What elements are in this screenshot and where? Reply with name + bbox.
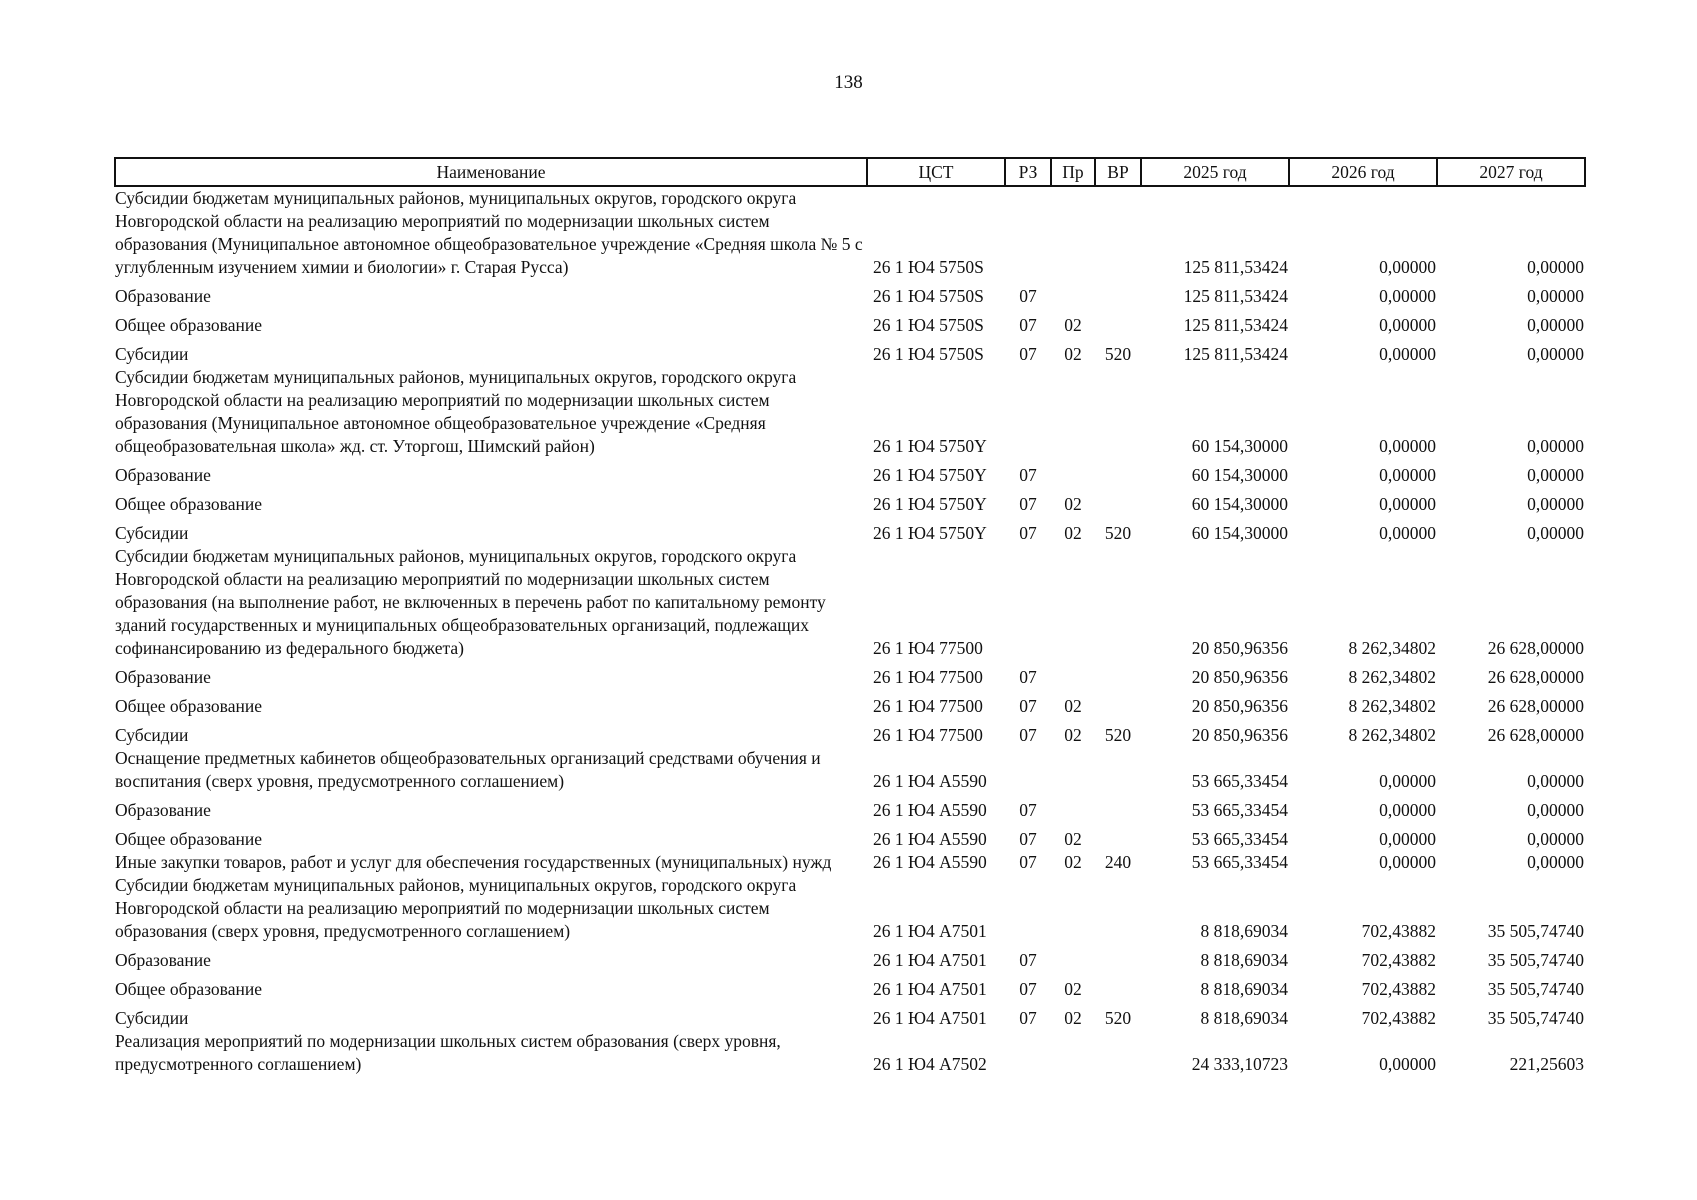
- row-pr: 02: [1064, 829, 1082, 849]
- row-pr: [1051, 279, 1095, 308]
- row-cst: 26 1 Ю4 5750Y: [873, 523, 987, 543]
- header-cst: ЦСТ: [867, 158, 1005, 186]
- row-cst: 26 1 Ю4 77500: [873, 667, 983, 687]
- row-name: Образование: [115, 667, 211, 687]
- row-cst: 26 1 Ю4 77500: [873, 696, 983, 716]
- row-2026: 0,00000: [1379, 800, 1436, 820]
- row-vr: [1095, 972, 1141, 1001]
- row-name: Субсидии бюджетам муниципальных районов, муниципальных округов, городского округа Новгородской области на реализацию мероприятий по модернизации школьных систем образования (на выполнение работ, не включенных в перечень работ по капитальному ремонту зданий государственных и муниципальных общеобразовательных организаций, подлежащих софинансированию из федерального бюджета): [115, 546, 826, 658]
- table-row: [115, 874, 1585, 943]
- table-row: [115, 516, 1585, 545]
- table-row: [115, 689, 1585, 718]
- row-name: Субсидии: [115, 344, 189, 364]
- row-2026: 0,00000: [1379, 286, 1436, 306]
- row-2025: 53 665,33454: [1191, 800, 1288, 820]
- row-2027: 0,00000: [1527, 523, 1584, 543]
- row-rz: 07: [1019, 979, 1037, 999]
- row-2027: 0,00000: [1527, 771, 1584, 791]
- row-2027: 26 628,00000: [1487, 667, 1584, 687]
- row-name: Образование: [115, 465, 211, 485]
- row-cst: 26 1 Ю4 5750Y: [873, 436, 987, 456]
- row-rz: [1005, 747, 1051, 793]
- row-pr: [1051, 747, 1095, 793]
- row-2026: 8 262,34802: [1348, 638, 1436, 658]
- row-vr: [1095, 660, 1141, 689]
- row-2026: 0,00000: [1379, 315, 1436, 335]
- row-pr: 02: [1064, 1008, 1082, 1028]
- row-name: Образование: [115, 286, 211, 306]
- row-2027: 35 505,74740: [1487, 950, 1584, 970]
- row-2025: 60 154,30000: [1191, 465, 1288, 485]
- row-cst: 26 1 Ю4 5750S: [873, 286, 984, 306]
- row-cst: 26 1 Ю4 5750Y: [873, 494, 987, 514]
- row-name: Образование: [115, 950, 211, 970]
- row-vr: [1095, 458, 1141, 487]
- row-2025: 53 665,33454: [1191, 829, 1288, 849]
- row-vr: 520: [1104, 523, 1132, 543]
- row-2025: 24 333,10723: [1191, 1054, 1288, 1074]
- row-cst: 26 1 Ю4 77500: [873, 725, 983, 745]
- row-2025: 60 154,30000: [1191, 494, 1288, 514]
- row-2026: 0,00000: [1379, 494, 1436, 514]
- row-vr: 520: [1104, 1008, 1132, 1028]
- row-name: Общее образование: [115, 979, 262, 999]
- row-2025: 8 818,69034: [1200, 950, 1288, 970]
- row-2025: 53 665,33454: [1191, 771, 1288, 791]
- row-2025: 8 818,69034: [1200, 1008, 1288, 1028]
- row-cst: 26 1 Ю4 5750Y: [873, 465, 987, 485]
- row-2027: 0,00000: [1527, 829, 1584, 849]
- row-name: Субсидии бюджетам муниципальных районов, муниципальных округов, городского округа Новгородской области на реализацию мероприятий по модернизации школьных систем образования (Муниципальное автономное общеобразовательное учреждение «Средняя общеобразовательная школа» жд. ст. Уторгош, Шимский район): [115, 367, 797, 456]
- row-2025: 8 818,69034: [1200, 921, 1288, 941]
- row-vr: [1095, 279, 1141, 308]
- row-cst: 26 1 Ю4 А7502: [873, 1054, 987, 1074]
- row-name: Общее образование: [115, 494, 262, 514]
- row-rz: 07: [1019, 465, 1037, 485]
- row-2027: 0,00000: [1527, 465, 1584, 485]
- row-vr: [1095, 822, 1141, 851]
- table-row: [115, 972, 1585, 1001]
- row-2026: 702,43882: [1361, 1008, 1436, 1028]
- header-row: [115, 158, 1585, 186]
- row-2026: 702,43882: [1361, 921, 1436, 941]
- header-2025: 2025 год: [1141, 158, 1289, 186]
- row-2026: 0,00000: [1379, 436, 1436, 456]
- row-rz: 07: [1019, 344, 1037, 364]
- row-2027: 26 628,00000: [1487, 696, 1584, 716]
- table-row: [115, 308, 1585, 337]
- row-rz: 07: [1019, 494, 1037, 514]
- row-2025: 125 811,53424: [1183, 286, 1288, 306]
- row-2027: 35 505,74740: [1487, 1008, 1584, 1028]
- row-name: Реализация мероприятий по модернизации школьных систем образования (сверх уровня, предусмотренного соглашением): [115, 1031, 781, 1074]
- row-pr: 02: [1064, 696, 1082, 716]
- row-rz: 07: [1019, 1008, 1037, 1028]
- row-pr: 02: [1064, 852, 1082, 872]
- row-2025: 20 850,96356: [1191, 696, 1288, 716]
- row-cst: 26 1 Ю4 5750S: [873, 344, 984, 364]
- header-2026: 2026 год: [1289, 158, 1437, 186]
- row-2025: 20 850,96356: [1191, 638, 1288, 658]
- row-rz: 07: [1019, 667, 1037, 687]
- row-2026: 0,00000: [1379, 771, 1436, 791]
- row-cst: 26 1 Ю4 А5590: [873, 771, 987, 791]
- row-rz: [1005, 366, 1051, 458]
- row-2026: 0,00000: [1379, 344, 1436, 364]
- table-row: [115, 747, 1585, 793]
- row-rz: 07: [1019, 696, 1037, 716]
- row-2027: 0,00000: [1527, 494, 1584, 514]
- row-pr: 02: [1064, 494, 1082, 514]
- row-2025: 125 811,53424: [1183, 315, 1288, 335]
- row-rz: 07: [1019, 523, 1037, 543]
- row-rz: 07: [1019, 800, 1037, 820]
- row-2025: 8 818,69034: [1200, 979, 1288, 999]
- row-name: Субсидии: [115, 1008, 189, 1028]
- table-row: [115, 851, 1585, 874]
- row-vr: [1095, 366, 1141, 458]
- row-cst: 26 1 Ю4 А5590: [873, 852, 987, 872]
- row-vr: 520: [1104, 344, 1132, 364]
- row-cst: 26 1 Ю4 А7501: [873, 921, 987, 941]
- row-pr: [1051, 458, 1095, 487]
- row-vr: [1095, 689, 1141, 718]
- row-vr: [1095, 308, 1141, 337]
- row-vr: [1095, 186, 1141, 279]
- row-2026: 0,00000: [1379, 523, 1436, 543]
- row-cst: 26 1 Ю4 77500: [873, 638, 983, 658]
- row-rz: [1005, 545, 1051, 660]
- row-2027: 26 628,00000: [1487, 725, 1584, 745]
- row-vr: 520: [1104, 725, 1132, 745]
- row-name: Оснащение предметных кабинетов общеобразовательных организаций средствами обучения и воспитания (сверх уровня, предусмотренного соглашением): [115, 748, 821, 791]
- row-rz: 07: [1019, 829, 1037, 849]
- row-pr: [1051, 660, 1095, 689]
- row-pr: 02: [1064, 523, 1082, 543]
- row-cst: 26 1 Ю4 А5590: [873, 829, 987, 849]
- header-pr: Пр: [1051, 158, 1095, 186]
- row-rz: 07: [1019, 852, 1037, 872]
- table-row: [115, 279, 1585, 308]
- table-row: [115, 822, 1585, 851]
- row-pr: [1051, 874, 1095, 943]
- header-rz: РЗ: [1005, 158, 1051, 186]
- row-2027: 0,00000: [1527, 852, 1584, 872]
- row-cst: 26 1 Ю4 А7501: [873, 950, 987, 970]
- table-row: [115, 1030, 1585, 1076]
- row-rz: [1005, 874, 1051, 943]
- row-vr: [1095, 943, 1141, 972]
- row-vr: [1095, 874, 1141, 943]
- table-row: [115, 660, 1585, 689]
- row-pr: [1051, 1030, 1095, 1076]
- row-vr: [1095, 545, 1141, 660]
- row-cst: 26 1 Ю4 А7501: [873, 979, 987, 999]
- row-2025: 60 154,30000: [1191, 523, 1288, 543]
- row-2025: 53 665,33454: [1191, 852, 1288, 872]
- row-name: Общее образование: [115, 696, 262, 716]
- row-pr: 02: [1064, 979, 1082, 999]
- row-name: Субсидии: [115, 725, 189, 745]
- table-body: [115, 186, 1585, 1076]
- row-pr: 02: [1064, 315, 1082, 335]
- row-2025: 20 850,96356: [1191, 667, 1288, 687]
- row-name: Образование: [115, 800, 211, 820]
- row-rz: 07: [1019, 950, 1037, 970]
- row-2025: 125 811,53424: [1183, 257, 1288, 277]
- row-2027: 35 505,74740: [1487, 921, 1584, 941]
- row-rz: [1005, 186, 1051, 279]
- row-2026: 702,43882: [1361, 950, 1436, 970]
- row-pr: [1051, 943, 1095, 972]
- row-2027: 0,00000: [1527, 286, 1584, 306]
- row-2026: 0,00000: [1379, 257, 1436, 277]
- page-number: 138: [834, 72, 863, 93]
- row-2027: 35 505,74740: [1487, 979, 1584, 999]
- row-vr: [1095, 1030, 1141, 1076]
- row-cst: 26 1 Ю4 5750S: [873, 315, 984, 335]
- row-cst: 26 1 Ю4 5750S: [873, 257, 984, 277]
- table-row: [115, 186, 1585, 279]
- row-pr: [1051, 366, 1095, 458]
- row-2027: 0,00000: [1527, 315, 1584, 335]
- row-name: Субсидии бюджетам муниципальных районов, муниципальных округов, городского округа Новгородской области на реализацию мероприятий по модернизации школьных систем образования (сверх уровня, предусмотренного соглашением): [115, 875, 797, 941]
- row-name: Общее образование: [115, 829, 262, 849]
- row-2025: 60 154,30000: [1191, 436, 1288, 456]
- table-row: [115, 545, 1585, 660]
- table-row: [115, 1001, 1585, 1030]
- row-pr: 02: [1064, 725, 1082, 745]
- row-name: Субсидии: [115, 523, 189, 543]
- table-row: [115, 458, 1585, 487]
- row-2026: 0,00000: [1379, 1054, 1436, 1074]
- row-pr: [1051, 793, 1095, 822]
- row-2027: 26 628,00000: [1487, 638, 1584, 658]
- row-rz: 07: [1019, 286, 1037, 306]
- row-2026: 0,00000: [1379, 829, 1436, 849]
- row-2025: 125 811,53424: [1183, 344, 1288, 364]
- row-2026: 8 262,34802: [1348, 667, 1436, 687]
- table-row: [115, 793, 1585, 822]
- budget-table: [114, 157, 1586, 1076]
- row-rz: 07: [1019, 725, 1037, 745]
- row-2027: 0,00000: [1527, 257, 1584, 277]
- table-row: [115, 337, 1585, 366]
- row-2027: 221,25603: [1509, 1054, 1584, 1074]
- row-2027: 0,00000: [1527, 344, 1584, 364]
- row-name: Иные закупки товаров, работ и услуг для обеспечения государственных (муниципальных) нужд: [115, 852, 832, 872]
- row-rz: [1005, 1030, 1051, 1076]
- table-row: [115, 487, 1585, 516]
- row-cst: 26 1 Ю4 А5590: [873, 800, 987, 820]
- row-vr: 240: [1104, 852, 1132, 872]
- row-2027: 0,00000: [1527, 800, 1584, 820]
- row-2026: 702,43882: [1361, 979, 1436, 999]
- row-2026: 8 262,34802: [1348, 696, 1436, 716]
- row-2026: 8 262,34802: [1348, 725, 1436, 745]
- row-2026: 0,00000: [1379, 852, 1436, 872]
- row-2025: 20 850,96356: [1191, 725, 1288, 745]
- row-2027: 0,00000: [1527, 436, 1584, 456]
- row-cst: 26 1 Ю4 А7501: [873, 1008, 987, 1028]
- row-pr: 02: [1064, 344, 1082, 364]
- row-vr: [1095, 487, 1141, 516]
- row-vr: [1095, 793, 1141, 822]
- header-vr: ВР: [1095, 158, 1141, 186]
- header-name: Наименование: [115, 158, 867, 186]
- row-2026: 0,00000: [1379, 465, 1436, 485]
- row-name: Общее образование: [115, 315, 262, 335]
- row-name: Субсидии бюджетам муниципальных районов, муниципальных округов, городского округа Новгородской области на реализацию мероприятий по модернизации школьных систем образования (Муниципальное автономное общеобразовательное учреждение «Средняя школа № 5 с углубленным изучением химии и биологии» г. Старая Русса): [115, 188, 863, 277]
- table-row: [115, 366, 1585, 458]
- row-rz: 07: [1019, 315, 1037, 335]
- table-row: [115, 718, 1585, 747]
- row-pr: [1051, 545, 1095, 660]
- row-vr: [1095, 747, 1141, 793]
- header-2027: 2027 год: [1437, 158, 1585, 186]
- table-row: [115, 943, 1585, 972]
- row-pr: [1051, 186, 1095, 279]
